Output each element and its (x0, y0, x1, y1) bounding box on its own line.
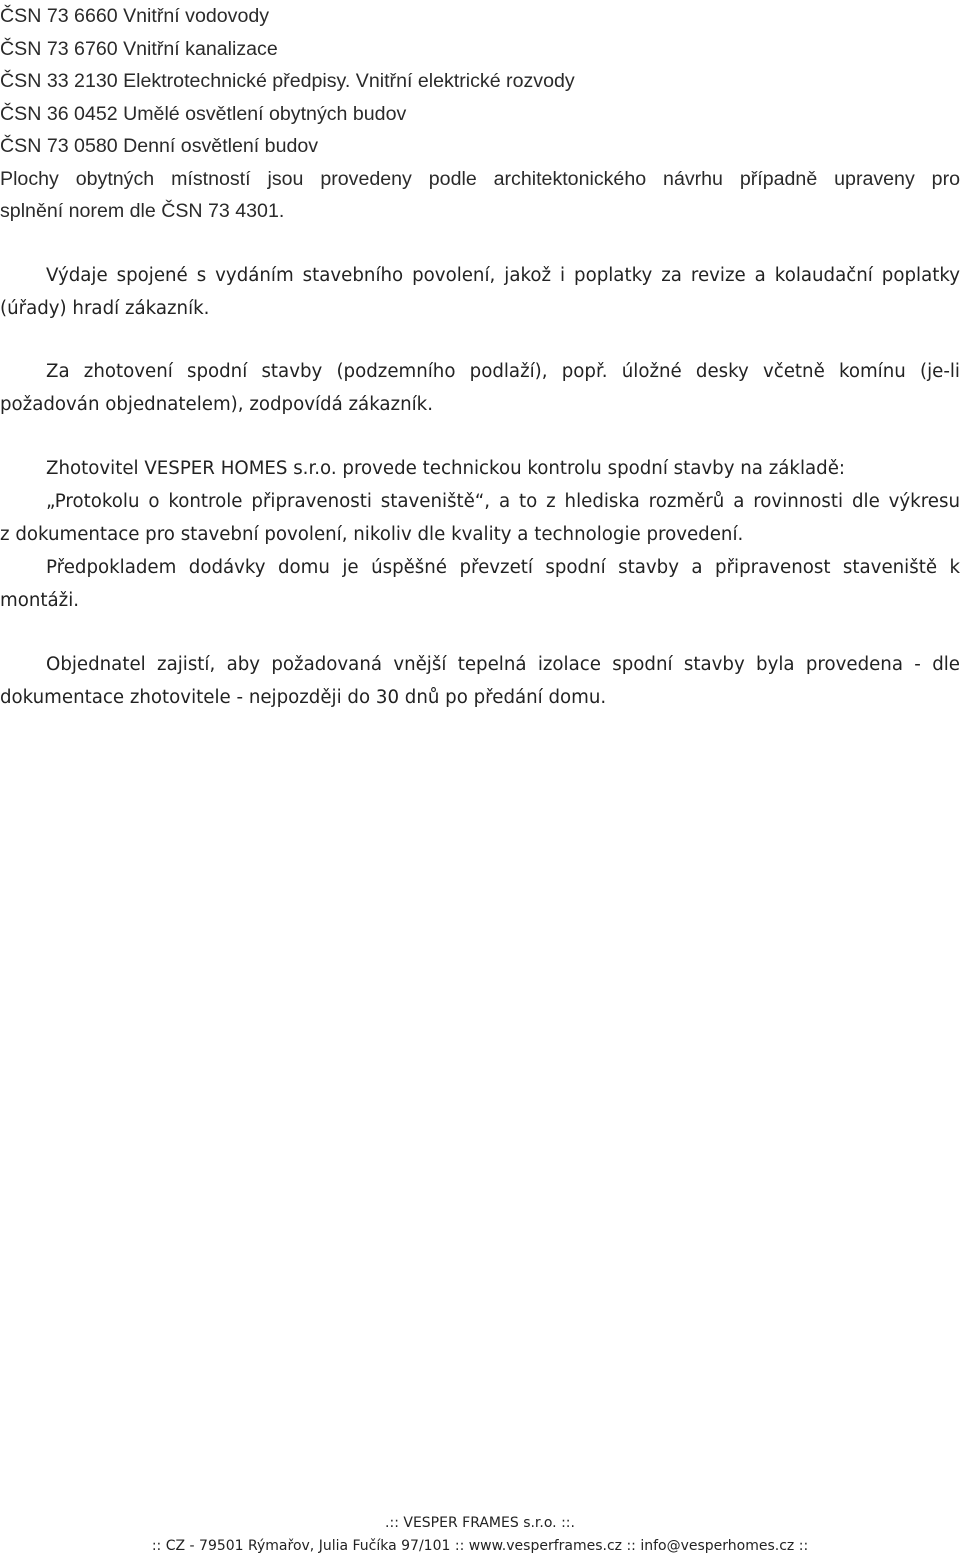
footer-company: .:: VESPER FRAMES s.r.o. ::. (385, 1515, 575, 1531)
kontrola-line-5: montáži. (0, 590, 80, 611)
standard-item: ČSN 73 6660 Vnitřní vodovody (0, 5, 270, 27)
standard-item: ČSN 33 2130 Elektrotechnické předpisy. Vnitřní elektrické rozvody (0, 70, 575, 92)
standards-list (0, 0, 960, 228)
kontrola-line-2: „Protokolu o kontrole připravenosti staveniště“, a to z hlediska rozměrů a rovinnosti dle výkresu (46, 491, 960, 512)
spodni-stavba-line-1: Za zhotovení spodní stavby (podzemního podlaží), popř. úložné desky včetně komínu (je-li (46, 361, 960, 382)
standard-item: ČSN 73 0580 Denní osvětlení budov (0, 135, 319, 157)
vydaje-line-1: Výdaje spojené s vydáním stavebního povolení, jakož i poplatky za revize a kolaudační poplatky (46, 265, 960, 286)
izolace-line-1: Objednatel zajistí, aby požadovaná vnější tepelná izolace spodní stavby byla provedena - dle (46, 654, 960, 675)
paragraph-izolace (0, 648, 960, 714)
paragraph-vydaje (0, 259, 960, 325)
spodni-stavba-line-2: požadován objednatelem), zodpovídá zákazník. (0, 394, 433, 415)
izolace-line-2: dokumentace zhotovitele - nejpozději do 30 dnů po předání domu. (0, 687, 607, 708)
kontrola-line-4: Předpokladem dodávky domu je úspěšné převzetí spodní stavby a připravenost staveniště k (46, 557, 960, 578)
standard-item: ČSN 36 0452 Umělé osvětlení obytných budov (0, 102, 407, 125)
paragraph-spodni-stavba (0, 355, 960, 421)
standard-item: ČSN 73 6760 Vnitřní kanalizace (0, 37, 278, 60)
vydaje-line-2: (úřady) hradí zákazník. (0, 298, 210, 319)
kontrola-line-1: Zhotovitel VESPER HOMES s.r.o. provede technickou kontrolu spodní stavby na základě: (46, 458, 846, 479)
plochy-line-2: splnění norem dle ČSN 73 4301. (0, 200, 285, 222)
plochy-line-1: Plochy obytných místností jsou provedeny podle architektonického návrhu případně upraveny pro (0, 167, 960, 190)
footer-address: :: CZ - 79501 Rýmařov, Julia Fučíka 97/101 :: www.vesperframes.cz :: info@vesperhomes.cz :: (151, 1538, 809, 1554)
kontrola-line-3: z dokumentace pro stavební povolení, nikoliv dle kvality a technologie provedení. (0, 524, 744, 545)
paragraph-kontrola (0, 452, 960, 617)
